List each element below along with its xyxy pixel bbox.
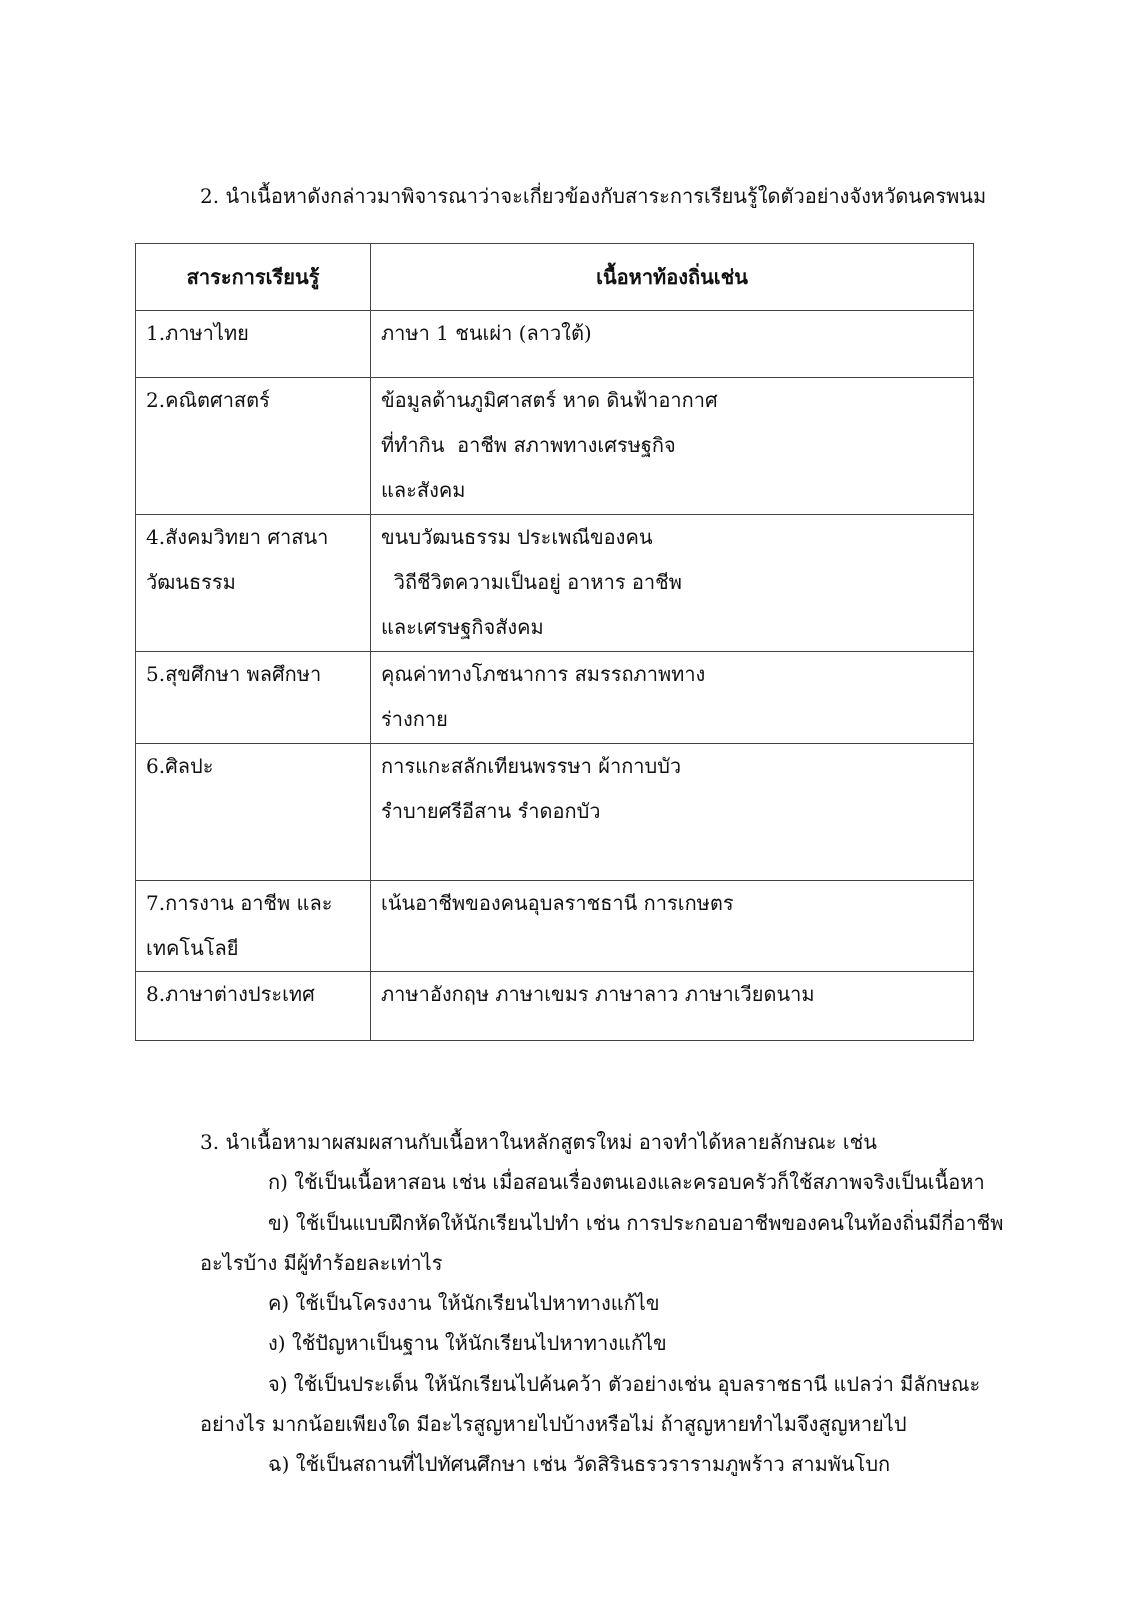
paragraph-line: อย่างไร มากน้อยเพียงใด มีอะไรสูญหายไปบ้างหรือไม่ ถ้าสูญหายทำไมจึงสูญหายไป (200, 1412, 907, 1437)
content-cell-line: และสังคม (381, 478, 466, 502)
table-row (136, 744, 974, 881)
content-cell (371, 744, 974, 881)
section-2-heading: 2. นำเนื้อหาดังกล่าวมาพิจารณาว่าจะเกี่ยวข้องกับสาระการเรียนรู้ใดตัวอย่างจังหวัดนครพนม (200, 184, 987, 208)
table-row (136, 311, 974, 378)
paragraph-line: 3. นำเนื้อหามาผสมผสานกับเนื้อหาในหลักสูตรใหม่ อาจทำได้หลายลักษณะ เช่น (200, 1130, 877, 1154)
table-row (136, 515, 974, 652)
header-local-content: เนื้อหาท้องถิ่นเช่น (371, 244, 974, 311)
content-cell-line: รำบายศรีอีสาน รำดอกบัว (381, 799, 601, 823)
paragraph-line: จ) ใช้เป็นประเด็น ให้นักเรียนไปค้นคว้า ตัวอย่างเช่น อุบลราชธานี แปลว่า มีลักษณะ (268, 1371, 981, 1396)
section-3 (200, 1122, 1004, 1485)
subject-cell (136, 378, 371, 515)
content-cell-line: ร่างกาย (381, 707, 448, 731)
paragraph-line: ค) ใช้เป็นโครงงาน ให้นักเรียนไปหาทางแก้ไข (268, 1291, 660, 1316)
paragraph-line: ง) ใช้ปัญหาเป็นฐาน ให้นักเรียนไปหาทางแก้ไข (268, 1331, 667, 1356)
subject-cell-line: 2.คณิตศาสตร์ (146, 388, 270, 412)
subject-cell-line: 6.ศิลปะ (146, 754, 214, 778)
content-cell-line: ภาษาอังกฤษ ภาษาเขมร ภาษาลาว ภาษาเวียดนาม (381, 982, 815, 1006)
content-cell-line: วิถีชีวิตความเป็นอยู่ อาหาร อาชีพ (381, 570, 682, 594)
subject-cell-line: เทคโนโลยี (146, 936, 239, 960)
subject-cell (136, 652, 371, 744)
table-row (136, 652, 974, 744)
learning-content-table (135, 243, 974, 1041)
content-cell-line: การแกะสลักเทียนพรรษา ผ้ากาบบัว (381, 754, 682, 778)
table-row (136, 972, 974, 1041)
subject-cell (136, 515, 371, 652)
content-cell (371, 378, 974, 515)
paragraph-line: อะไรบ้าง มีผู้ทำร้อยละเท่าไร (200, 1250, 443, 1275)
content-cell (371, 515, 974, 652)
table-row (136, 881, 974, 972)
subject-cell-line: 5.สุขศึกษา พลศึกษา (146, 662, 322, 686)
subject-cell (136, 881, 371, 972)
subject-cell-line: 7.การงาน อาชีพ และ (146, 891, 333, 915)
paragraph-line: ฉ) ใช้เป็นสถานที่ไปทัศนศึกษา เช่น วัดสิรินธรวรารามภูพร้าว สามพันโบก (268, 1452, 891, 1477)
content-cell (371, 881, 974, 972)
content-cell (371, 311, 974, 378)
content-cell-line: ขนบวัฒนธรรม ประเพณีของคน (381, 525, 653, 549)
paragraph-line: ข) ใช้เป็นแบบฝึกหัดให้นักเรียนไปทำ เช่น การประกอบอาชีพของคนในท้องถิ่นมีกี่อาชีพ (268, 1210, 1004, 1235)
paragraph-line: ก) ใช้เป็นเนื้อหาสอน เช่น เมื่อสอนเรื่องตนเองและครอบครัวก็ใช้สภาพจริงเป็นเนื้อหา (268, 1170, 985, 1195)
content-cell-line: ภาษา 1 ชนเผ่า (ลาวใต้) (381, 321, 592, 345)
content-cell-line: คุณค่าทางโภชนาการ สมรรถภาพทาง (381, 662, 706, 686)
table-row (136, 378, 974, 515)
content-cell-line: และเศรษฐกิจสังคม (381, 615, 544, 639)
subject-cell (136, 744, 371, 881)
content-cell-line: ข้อมูลด้านภูมิศาสตร์ หาด ดินฟ้าอากาศ (381, 388, 718, 412)
subject-cell (136, 311, 371, 378)
header-subject: สาระการเรียนรู้ (136, 244, 371, 311)
table-header-row (136, 244, 974, 311)
content-cell (371, 972, 974, 1041)
content-cell (371, 652, 974, 744)
subject-cell (136, 972, 371, 1041)
content-cell-line: เน้นอาชีพของคนอุบลราชธานี การเกษตร (381, 891, 734, 915)
subject-cell-line: 4.สังคมวิทยา ศาสนา (146, 525, 329, 549)
subject-cell-line: วัฒนธรรม (146, 570, 236, 594)
subject-cell-line: 1.ภาษาไทย (146, 321, 249, 345)
subject-cell-line: 8.ภาษาต่างประเทศ (146, 982, 315, 1006)
content-cell-line: ที่ทำกิน อาชีพ สภาพทางเศรษฐกิจ (381, 433, 676, 457)
